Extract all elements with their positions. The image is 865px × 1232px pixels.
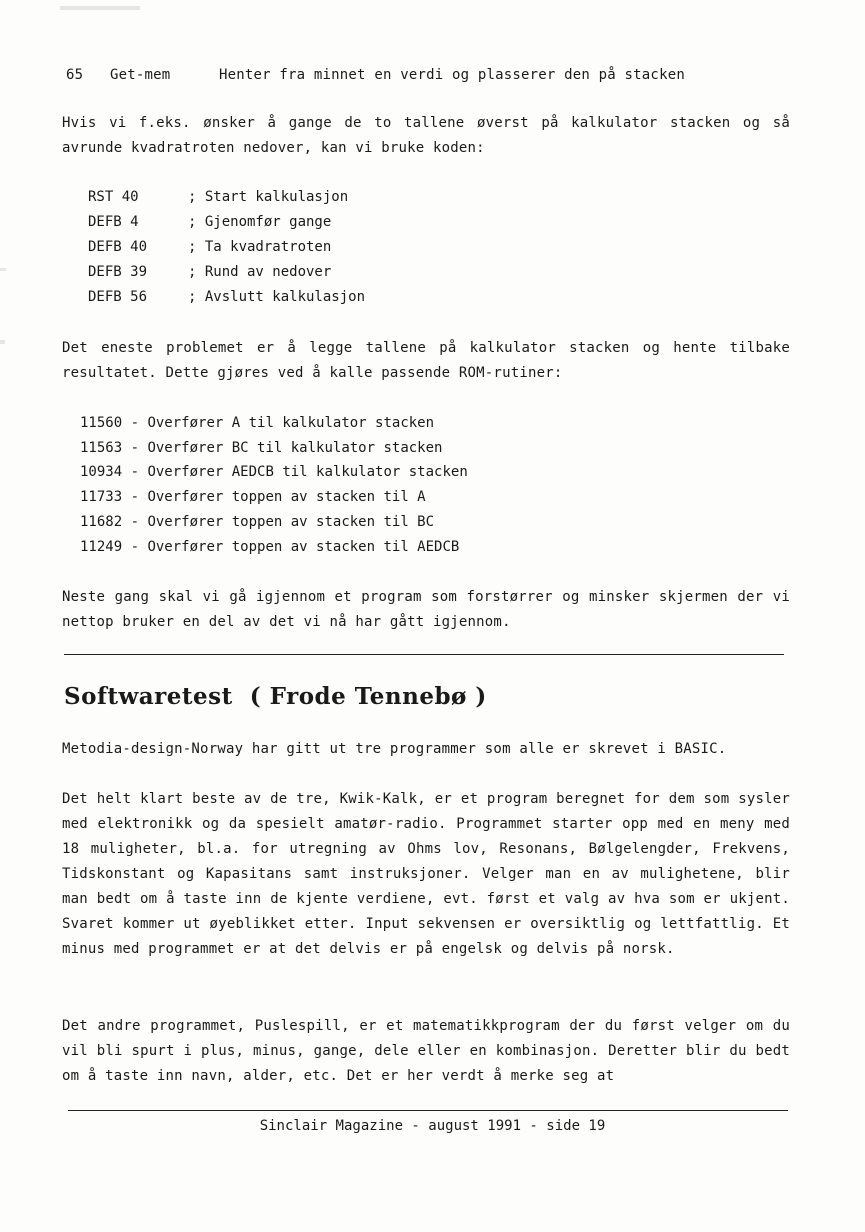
- software-intro-paragraph: Metodia-design-Norway har gitt ut tre programmer som alle er skrevet i BASIC.: [62, 741, 727, 757]
- code-instruction: RST 40: [88, 189, 139, 205]
- puslespill-paragraph: Det andre programmet, Puslespill, er et matematikkprogram der du først velger om du vil bli spurt i plus, minus, gange, dele eller en kombinasjon. Deretter blir du bedt om å taste inn navn, alder, etc. Det er her verdt å merke seg at: [62, 1018, 790, 1084]
- code-instruction: DEFB 40: [88, 239, 148, 255]
- rom-routine: 11733 - Overfører toppen av stacken til A: [80, 489, 426, 505]
- rom-description: Overfører toppen av stacken til AEDCB: [147, 539, 460, 555]
- rom-description: Overfører AEDCB til kalkulator stacken: [147, 464, 468, 480]
- next-issue-paragraph: Neste gang skal vi gå igjennom et program som forstørrer og minsker skjermen der vi nettop bruker en del av det vi nå har gått igjennom.: [62, 589, 790, 630]
- get-mem-number: 65: [66, 67, 84, 83]
- rom-address: 11563: [80, 440, 123, 456]
- rom-routine: 11682 - Overfører toppen av stacken til BC: [80, 514, 435, 530]
- scan-speck: [0, 340, 5, 344]
- code-comment: ; Avslutt kalkulasjon: [188, 289, 366, 305]
- rom-address: 11249: [80, 539, 123, 555]
- code-instruction: DEFB 56: [88, 289, 148, 305]
- intro-paragraph: Hvis vi f.eks. ønsker å gange de to tallene øverst på kalkulator stacken og så avrunde kvadratroten nedover, kan vi bruke koden:: [62, 115, 790, 156]
- code-comment: ; Rund av nedover: [188, 264, 332, 280]
- code-comment: ; Ta kvadratroten: [188, 239, 332, 255]
- rom-description: Overfører toppen av stacken til BC: [147, 514, 435, 530]
- rom-routine: 11560 - Overfører A til kalkulator stacken: [80, 415, 435, 431]
- footer-divider: [68, 1110, 788, 1111]
- scan-speck: [0, 268, 6, 271]
- code-comment: ; Gjenomfør gange: [188, 214, 332, 230]
- get-mem-name: Get-mem: [110, 67, 171, 83]
- problem-paragraph: Det eneste problemet er å legge tallene på kalkulator stacken og hente tilbake resultatet. Dette gjøres ved å kalle passende ROM-rutiner:: [62, 340, 790, 381]
- rom-description: Overfører toppen av stacken til A: [147, 489, 426, 505]
- rom-description: Overfører A til kalkulator stacken: [147, 415, 435, 431]
- rom-routine: 11249 - Overfører toppen av stacken til AEDCB: [80, 539, 460, 555]
- rom-address: 11560: [80, 415, 123, 431]
- get-mem-description: Henter fra minnet en verdi og plasserer den på stacken: [219, 67, 685, 83]
- rom-routine: 10934 - Overfører AEDCB til kalkulator stacken: [80, 464, 468, 480]
- page-footer: Sinclair Magazine - august 1991 - side 19: [259, 1118, 606, 1134]
- rom-address: 11733: [80, 489, 123, 505]
- section-divider: [64, 654, 784, 655]
- kwik-kalk-paragraph: Det helt klart beste av de tre, Kwik-Kalk, er et program beregnet for dem som sysler med elektronikk og da spesielt amatør-radio. Programmet starter opp med en meny med 18 muligheter, bl.a. for utregning av Ohms lov, Resonans, Bølgelengder, Frekvens, Tidskonstant og Kapasitans samt instruksjoner. Velger man en av mulighetene, blir man bedt om å taste inn de kjente verdiene, evt. først et valg av hva som er ukjent. Svaret kommer ut øyeblikket etter. Input sekvensen er oversiktlig og lettfattlig. Et minus med programmet er at det delvis er på engelsk og delvis på norsk.: [62, 791, 790, 957]
- scan-speck: [60, 6, 140, 10]
- code-comment: ; Start kalkulasjon: [188, 189, 349, 205]
- code-instruction: DEFB 4: [88, 214, 139, 230]
- rom-address: 11682: [80, 514, 123, 530]
- rom-routine: 11563 - Overfører BC til kalkulator stacken: [80, 440, 443, 456]
- code-instruction: DEFB 39: [88, 264, 148, 280]
- rom-description: Overfører BC til kalkulator stacken: [147, 440, 443, 456]
- rom-address: 10934: [80, 464, 123, 480]
- section-heading: Softwaretest ( Frode Tennebø ): [64, 683, 487, 710]
